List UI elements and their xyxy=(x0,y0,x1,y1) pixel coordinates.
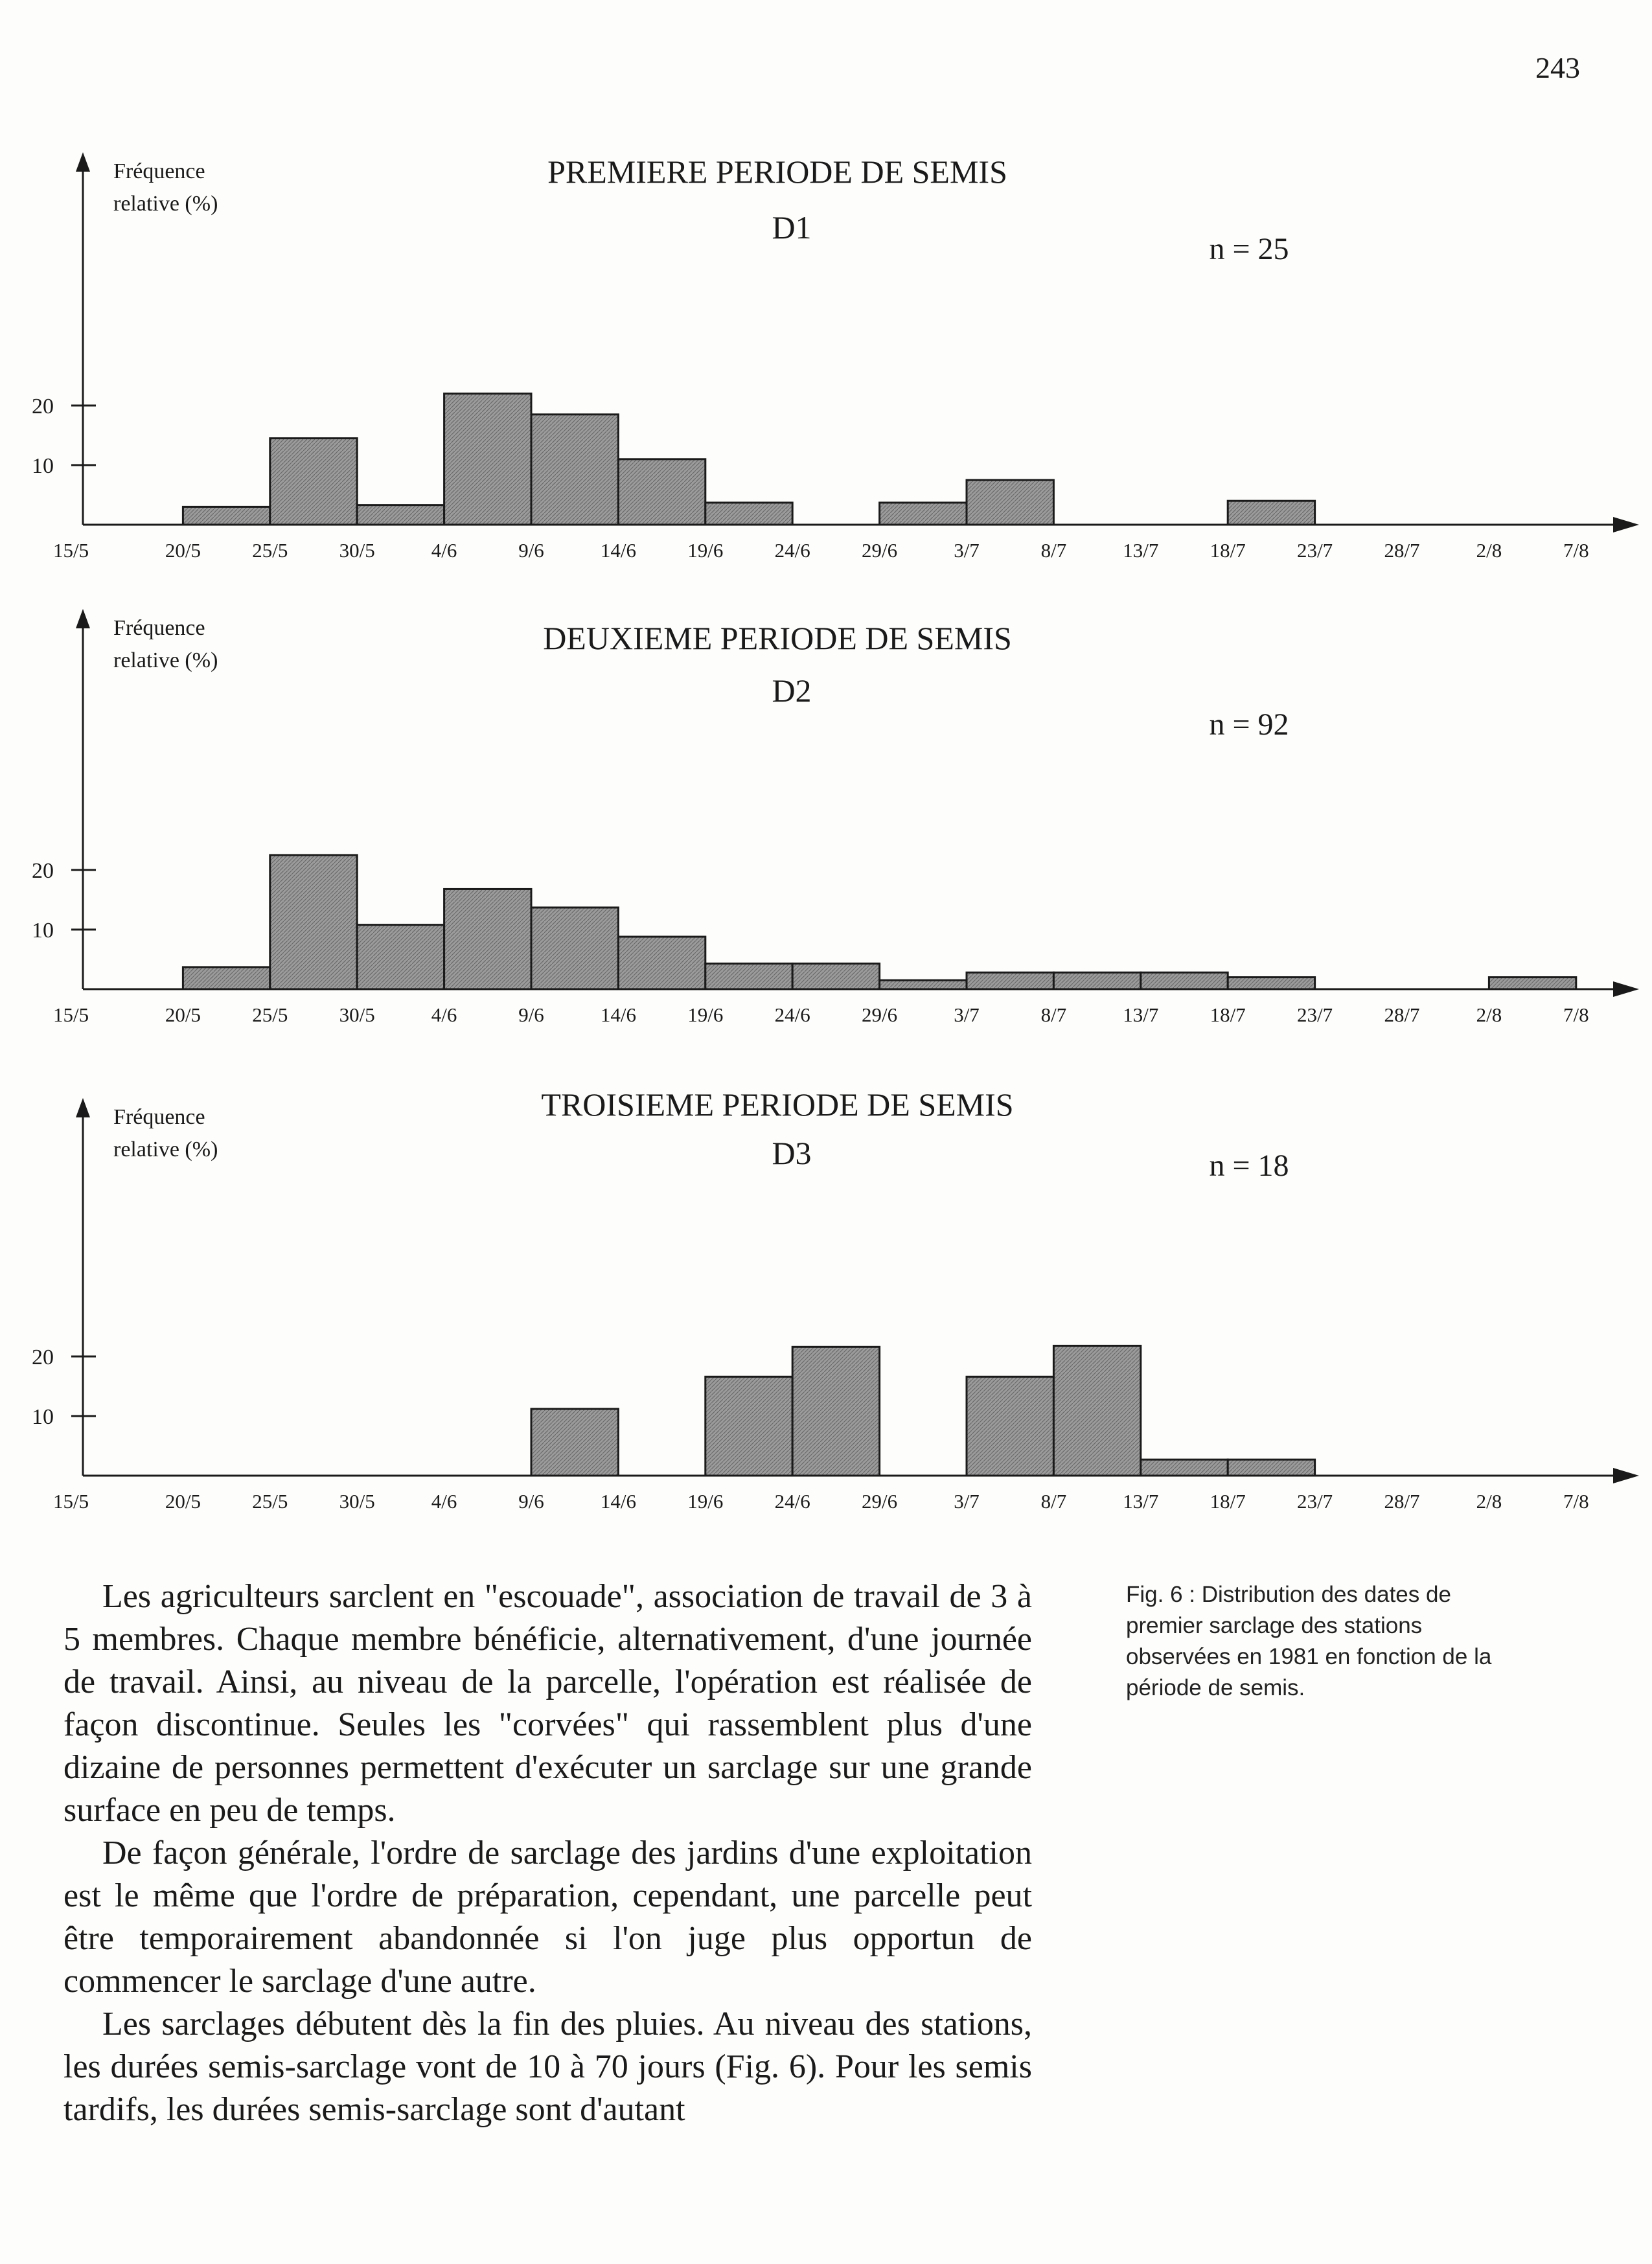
x-tick-label: 18/7 xyxy=(1210,539,1246,562)
x-tick-label: 8/7 xyxy=(1040,539,1067,562)
y-tick-label: 10 xyxy=(32,919,54,943)
histogram-bar xyxy=(880,503,967,525)
x-tick-label: 8/7 xyxy=(1040,1490,1067,1513)
x-tick-label: 2/8 xyxy=(1476,1490,1502,1513)
y-tick-label: 10 xyxy=(32,454,54,478)
x-tick-label: 25/5 xyxy=(252,539,288,562)
x-tick-label: 24/6 xyxy=(774,539,810,562)
x-tick-label: 4/6 xyxy=(431,1003,457,1026)
histogram-bar xyxy=(792,963,879,989)
x-tick-label: 7/8 xyxy=(1563,1003,1589,1026)
histogram-bar xyxy=(531,415,618,525)
x-tick-label: 19/6 xyxy=(687,1490,724,1513)
x-tick-label: 28/7 xyxy=(1384,1490,1420,1513)
x-tick-label: 23/7 xyxy=(1297,539,1333,562)
histogram-bar xyxy=(618,459,705,525)
x-axis-arrow xyxy=(1613,981,1639,997)
x-tick-label: 14/6 xyxy=(600,1003,636,1026)
x-tick-label: 13/7 xyxy=(1123,1490,1159,1513)
histogram-bar xyxy=(183,967,270,989)
x-tick-label: 30/5 xyxy=(339,1003,375,1026)
x-tick-label: 14/6 xyxy=(600,539,636,562)
x-tick-label: 28/7 xyxy=(1384,539,1420,562)
x-tick-label: 30/5 xyxy=(339,539,375,562)
x-tick-label: 29/6 xyxy=(862,1003,898,1026)
x-tick-label: 4/6 xyxy=(431,539,457,562)
x-tick-label: 19/6 xyxy=(687,1003,724,1026)
paragraph: Les sarclages débutent dès la fin des pluies. Au niveau des stations, les durées semis-sarclage vont de 10 à 70 jours (Fig. 6). Pour les semis tardifs, les durées semis-sarclage sont d'autant xyxy=(63,2006,1032,2128)
body-text xyxy=(63,1575,1032,2131)
histogram-bar xyxy=(1141,1459,1228,1476)
paragraph: Les agriculteurs sarclent en "escouade", association de travail de 3 à 5 membres. Chaque membre bénéficie, alternativement, d'une journée de travail. Ainsi, au niveau de la parcelle, l'opération est réalisée de façon discontinue. Seules les "corvées" qui rassemblent plus d'une dizaine de personnes permettent d'exécuter un sarclage sur une grande surface en peu de temps. xyxy=(63,1578,1032,1829)
histogram-bar xyxy=(1489,978,1576,989)
histogram-bar xyxy=(1228,978,1314,989)
x-axis-arrow xyxy=(1613,1468,1639,1483)
x-tick-label: 25/5 xyxy=(252,1003,288,1026)
histogram-bar xyxy=(270,855,357,989)
x-tick-label: 2/8 xyxy=(1476,1003,1502,1026)
x-tick-label: 9/6 xyxy=(518,1003,544,1026)
histogram-bar xyxy=(1053,972,1140,989)
histogram-bar xyxy=(444,394,531,525)
x-tick-label: 14/6 xyxy=(600,1490,636,1513)
x-tick-label: 18/7 xyxy=(1210,1003,1246,1026)
histogram-bar xyxy=(183,507,270,525)
chart-subtitle: D1 xyxy=(772,209,812,246)
x-tick-label: 20/5 xyxy=(165,1490,201,1513)
histogram-bar xyxy=(706,963,792,989)
x-tick-label: 20/5 xyxy=(165,539,201,562)
x-tick-label: 8/7 xyxy=(1040,1003,1067,1026)
y-axis-label: relative (%) xyxy=(113,1138,218,1161)
x-tick-label: 15/5 xyxy=(53,539,89,562)
histogram-bar xyxy=(967,480,1053,525)
histogram-d2 xyxy=(0,599,1652,1026)
y-axis-label: Fréquence xyxy=(113,616,205,640)
x-tick-label: 2/8 xyxy=(1476,539,1502,562)
page-number: 243 xyxy=(1535,51,1580,84)
y-tick-label: 20 xyxy=(32,394,54,418)
histogram-bar xyxy=(531,908,618,989)
x-tick-label: 7/8 xyxy=(1563,1490,1589,1513)
histogram-bar xyxy=(967,972,1053,989)
x-tick-label: 25/5 xyxy=(252,1490,288,1513)
chart-subtitle: D2 xyxy=(772,672,812,709)
x-tick-label: 23/7 xyxy=(1297,1003,1333,1026)
x-tick-label: 9/6 xyxy=(518,539,544,562)
sample-size-label: n = 25 xyxy=(1209,232,1289,266)
x-tick-label: 30/5 xyxy=(339,1490,375,1513)
x-tick-label: 3/7 xyxy=(954,1490,980,1513)
histogram-bar xyxy=(270,439,357,525)
histogram-bar xyxy=(880,980,967,989)
paragraph: De façon générale, l'ordre de sarclage des jardins d'une exploitation est le même que l'ordre de préparation, cependant, une parcelle peut être temporairement abandonnée si l'on juge plus opportun de commencer le sarclage d'une autre. xyxy=(63,1835,1032,2000)
x-tick-label: 28/7 xyxy=(1384,1003,1420,1026)
histogram-bar xyxy=(357,505,444,525)
histogram-bar xyxy=(1053,1345,1140,1476)
histogram-d1 xyxy=(0,143,1652,564)
x-tick-label: 29/6 xyxy=(862,539,898,562)
x-tick-label: 3/7 xyxy=(954,539,980,562)
x-tick-label: 29/6 xyxy=(862,1490,898,1513)
sample-size-label: n = 92 xyxy=(1209,707,1289,742)
y-axis-label: Fréquence xyxy=(113,1105,205,1129)
chart-subtitle: D3 xyxy=(772,1135,812,1171)
x-tick-label: 15/5 xyxy=(53,1003,89,1026)
x-tick-label: 4/6 xyxy=(431,1490,457,1513)
chart-title: PREMIERE PERIODE DE SEMIS xyxy=(547,154,1007,190)
x-tick-label: 13/7 xyxy=(1123,539,1159,562)
histogram-bar xyxy=(706,1377,792,1476)
x-tick-label: 24/6 xyxy=(774,1003,810,1026)
y-axis-arrow xyxy=(76,1098,90,1117)
histogram-bar xyxy=(444,889,531,989)
histogram-bar xyxy=(706,503,792,525)
histogram-bar xyxy=(531,1409,618,1476)
y-tick-label: 20 xyxy=(32,859,54,883)
x-tick-label: 20/5 xyxy=(165,1003,201,1026)
x-tick-label: 15/5 xyxy=(53,1490,89,1513)
histogram-bar xyxy=(967,1377,1053,1476)
y-axis-arrow xyxy=(76,152,90,172)
x-axis-arrow xyxy=(1613,517,1639,532)
x-tick-label: 3/7 xyxy=(954,1003,980,1026)
histogram-bar xyxy=(618,937,705,989)
x-tick-label: 19/6 xyxy=(687,539,724,562)
x-tick-label: 23/7 xyxy=(1297,1490,1333,1513)
y-tick-label: 20 xyxy=(32,1345,54,1369)
histogram-d3 xyxy=(0,1086,1652,1513)
figure-caption: Fig. 6 : Distribution des dates de premier sarclage des stations observées en 1981 en fonction de la période de semis. xyxy=(1126,1582,1492,1700)
y-axis-label: relative (%) xyxy=(113,648,218,672)
histogram-bar xyxy=(1228,501,1314,525)
sample-size-label: n = 18 xyxy=(1209,1149,1289,1183)
y-axis-label: Fréquence xyxy=(113,159,205,183)
histogram-bar xyxy=(357,925,444,989)
x-tick-label: 7/8 xyxy=(1563,539,1589,562)
x-tick-label: 13/7 xyxy=(1123,1003,1159,1026)
y-axis-arrow xyxy=(76,609,90,628)
y-axis-label: relative (%) xyxy=(113,192,218,216)
chart-title: TROISIEME PERIODE DE SEMIS xyxy=(541,1086,1014,1123)
chart-title: DEUXIEME PERIODE DE SEMIS xyxy=(543,620,1012,656)
histogram-bar xyxy=(1141,972,1228,989)
x-tick-label: 24/6 xyxy=(774,1490,810,1513)
x-tick-label: 18/7 xyxy=(1210,1490,1246,1513)
histogram-bar xyxy=(792,1347,879,1476)
y-tick-label: 10 xyxy=(32,1405,54,1429)
histogram-bar xyxy=(1228,1459,1314,1476)
x-tick-label: 9/6 xyxy=(518,1490,544,1513)
